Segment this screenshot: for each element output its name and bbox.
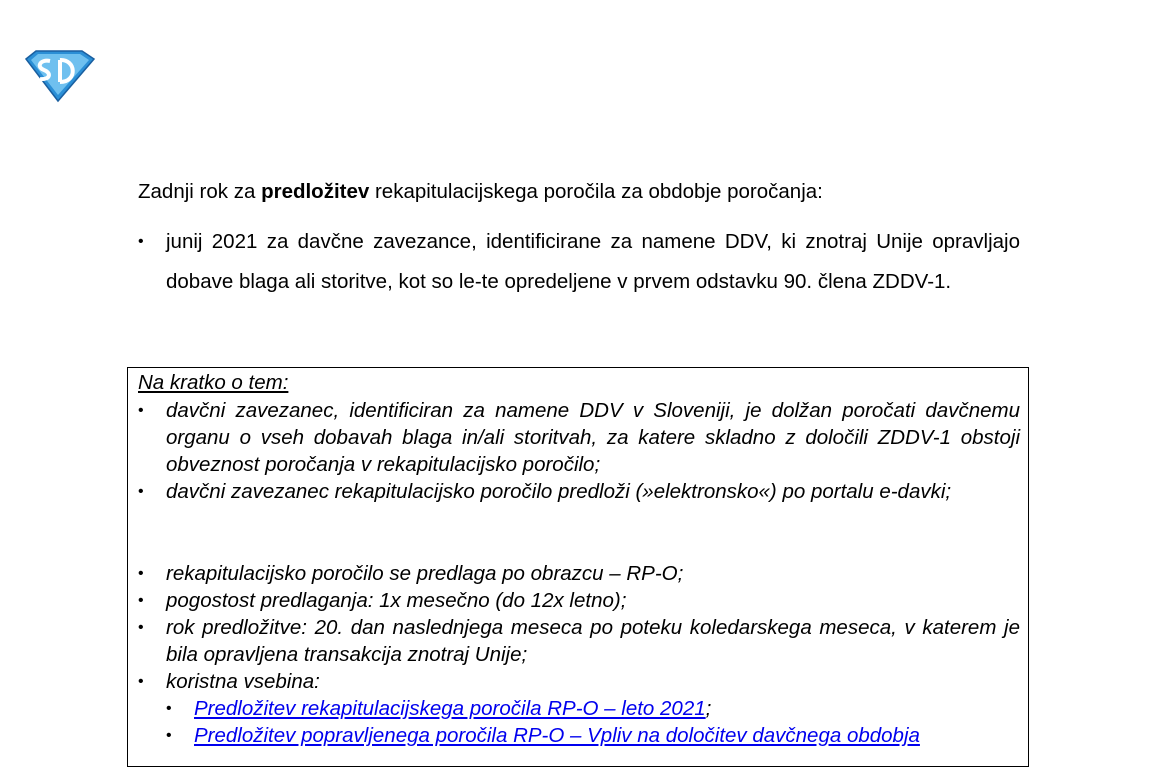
link-rpo-correction[interactable]: Predložitev popravljenega poročila RP-O – Vpliv na določitev davčnega obdobja <box>194 724 920 747</box>
summary-list-b <box>138 560 1020 749</box>
intro-bold-word: predložitev <box>261 180 370 203</box>
deadline-item: • junij 2021 za davčne zavezance, identificirane za namene DDV, ki znotraj Unije opravljajo dobave blaga ali storitve, kot so le-te opredeljene v prvem odstavku 90. člena ZDDV-1. <box>138 222 1020 301</box>
intro-paragraph: Zadnji rok za predložitev rekapitulacijskega poročila za obdobje poročanja: <box>138 180 823 203</box>
summary-item: • rekapitulacijsko poročilo se predlaga po obrazcu – RP-O; <box>138 560 1020 587</box>
summary-item: • davčni zavezanec, identificiran za namene DDV v Sloveniji, je dolžan poročati davčnemu organu o vseh dobavah blaga in/ali storitvah, za katere skladno z določili ZDDV-1 obstoji obveznost poročanja v rekapitulacijsko poročilo; <box>138 397 1020 478</box>
summary-list-a <box>138 397 1020 505</box>
useful-links <box>166 695 1020 749</box>
deadline-list <box>138 222 1020 301</box>
company-logo <box>22 49 96 103</box>
summary-item: • davčni zavezanec rekapitulacijsko poročilo predloži (»elektronsko«) po portalu e-davki; <box>138 478 1020 505</box>
summary-item: • rok predložitve: 20. dan naslednjega meseca po poteku koledarskega meseca, v katerem je bila opravljena transakcija znotraj Unije; <box>138 614 1020 668</box>
summary-box <box>127 367 1029 767</box>
link-rpo-2021[interactable]: Predložitev rekapitulacijskega poročila RP-O – leto 2021 <box>194 697 706 720</box>
link-item: • Predložitev rekapitulacijskega poročila RP-O – leto 2021; <box>166 695 1020 722</box>
link-item <box>166 722 1020 749</box>
summary-title: Na kratko o tem: <box>138 371 289 394</box>
summary-item: • koristna vsebina: • Predložitev rekapitulacijskega poročila RP-O – leto 2021; • Predložitev popravljenega poročila RP-O – Vpliv na določitev davčnega obdobja <box>138 668 1020 749</box>
summary-item: • pogostost predlaganja: 1x mesečno (do 12x letno); <box>138 587 1020 614</box>
